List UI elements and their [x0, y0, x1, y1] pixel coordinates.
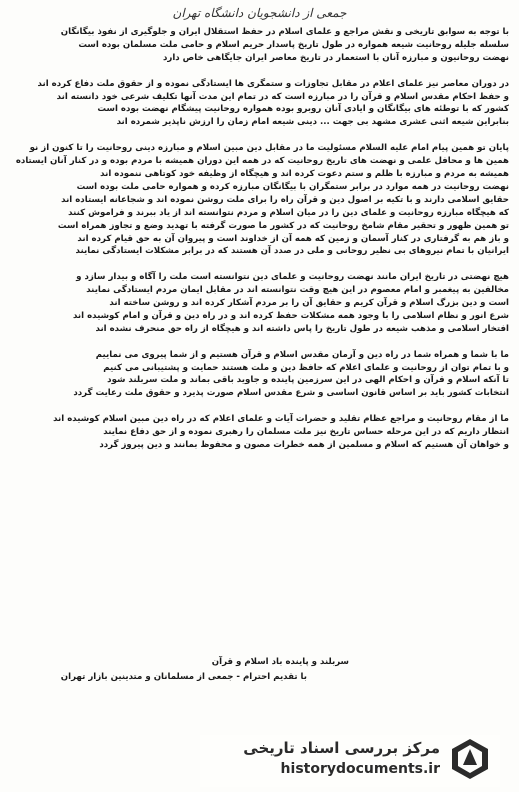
body-line: و حفظ احکام مقدس اسلام و قرآن را در مبارزه است که در تمام این مدت آنها تکلیف شرعی خود دانسته اند [56, 91, 509, 102]
body-line: پایان تو همین پیام امام علیه السلام مسئولیت ما در مقابل دین مبین اسلام و مبارزه دینی روحانیت را تا کنون از نو [29, 143, 509, 154]
body-line [9, 400, 509, 413]
document-header: جمعی از دانشجویان دانشگاه تهران [172, 6, 347, 20]
body-line: کشور که با توطئه های بیگانگان و ایادی آنان روبرو بوده همواره روحانیت پیشگام نهضت بوده است [97, 104, 509, 115]
body-line: تو همین ظهور و تحقیر مقام شامخ روحانیت که در کشور ما صورت گرفته با تهدید وضع و تجاوز همراه است [57, 220, 509, 231]
body-line: هیچ نهضتی در تاریخ ایران مانند نهضت روحانیت و علمای دین نتوانسته است ملت را آگاه و بیدار سازد و [76, 272, 509, 283]
body-line: شرع انور و نظام اسلامی را با وجود همه مشکلات حفظ کرده اند و در راه دین و قرآن و امام کوشیده اند [72, 310, 509, 321]
body-line [9, 336, 509, 349]
watermark-url: historydocuments.ir [280, 761, 440, 777]
document-body [9, 26, 509, 452]
body-line: نهضت روحانیون و مبارزه آنان با استعمار در تاریخ معاصر ایران جایگاهی خاص دارد [162, 52, 509, 63]
body-line: در دوران معاصر نیز علمای اعلام در مقابل تجاوزات و ستمگری ها ایستادگی نموده و از حقوق ملت دفاع کرده اند [37, 78, 509, 89]
body-line: انتخابات کشور باید بر اساس قانون اساسی و شرع مقدس اسلام صورت پذیرد و حقوق ملت رعایت گردد [73, 388, 509, 399]
watermark [200, 735, 500, 787]
body-line: ما از مقام روحانیت و مراجع عظام تقلید و حضرات آیات و علمای اعلام که در راه دین مبین اسلام کوشیده اند [53, 414, 509, 425]
watermark-title: مرکز بررسی اسناد تاریخی [243, 739, 440, 757]
archive-logo-icon [448, 737, 492, 781]
body-line [9, 129, 509, 142]
body-line: نهضت روحانیت در همه موارد در برابر ستمگران با بیگانگان مبارزه کرده و همواره حامی ملت بوده است [76, 181, 509, 192]
body-line: بنابراین شیعه اثنی عشری مشهد بی جهت ... دینی شیعه امام زمان را ارزش ناپذیر شمرده اند [116, 117, 509, 128]
body-line: است و دین بزرگ اسلام و قرآن کریم و حقایق آن را بر مردم آشکار کرده اند و روشن ساخته اند [109, 298, 509, 309]
body-line: افتخار اسلامی و مذهب شیعه در طول تاریخ را پاس داشته اند و هیچگاه از راه حق منحرف نشده اند [95, 323, 509, 334]
body-line: و با تمام توان از روحانیت و علمای اعلام که حافظ دین و ملت هستند حمایت و پشتیبانی می کنیم [103, 362, 509, 373]
document-closing [60, 655, 349, 685]
signature-line: با تقدیم احترام - جمعی از مسلمانان و متدینین بازار تهران [60, 672, 307, 682]
body-line: و خواهان آن هستیم که اسلام و مسلمین از همه خطرات مصون و محفوظ بمانند و دین پیروز گردد [99, 440, 509, 450]
body-line: ما با شما و همراه شما در راه دین و آرمان مقدس اسلام و قرآن هستیم و از شما پیروی می نماییم [95, 349, 509, 360]
body-line: همیشه به مردم و مبارزه با ظلم و ستم دعوت کرده اند و هیچگاه از وظیفه خود کوتاهی ننموده اند [100, 168, 509, 179]
body-line: مخالفین به پیغمبر و امام معصوم در این هیچ وقت نتوانسته اند در مقابل ایمان مردم ایستادگی نمایند [86, 285, 509, 296]
body-line: ایرانیان با تمام نیروهای بی نظیر روحانی و ملی در صدد آن هستند که در برابر مشکلات ایستادگی نمایند [75, 246, 509, 257]
body-line: با توجه به سوابق تاریخی و نقش مراجع و علمای اسلام در حفظ استقلال ایران و جلوگیری از نفوذ بیگانگان [60, 27, 509, 37]
body-line: همین ها و محافل علمی و نهضت های تاریخ روحانیت که در همه این دوران همیشه با مردم بوده و در کنار آنان ایستاده [15, 156, 509, 167]
body-line: سلسله جلیله روحانیت شیعه همواره در طول تاریخ پاسدار حریم اسلام و حامی ملت مسلمان بوده است [78, 39, 509, 50]
body-line: انتظار داریم که در این مرحله حساس تاریخ نیز ملت مسلمان را رهبری نموده و از حق دفاع نمایند [103, 427, 509, 438]
body-line: که هیچگاه مبارزه روحانیت و علمای دین را در میان اسلام و مردم نتوانسته اند از یاد ببرند و فراموش کنند [68, 207, 509, 218]
body-line [9, 258, 509, 271]
body-line: و باز هم به گرفتاری در کنار آسمان و زمین که همه آن از خداوند است و پیروان آن به حق قیام کرده اند [77, 233, 509, 244]
body-line [9, 65, 509, 78]
closing-line: سربلند و پاینده باد اسلام و قرآن [211, 657, 349, 667]
body-line: تا آنکه اسلام و قرآن و احکام الهی در این سرزمین پاینده و جاوید باقی بماند و ملت سربلند شود [107, 375, 509, 386]
body-line: حقایق اسلامی دارند و با تکیه بر اصول دین و قرآن راه را برای ملت روشن نموده اند و شجاعانه ایستاده اند [61, 194, 509, 205]
